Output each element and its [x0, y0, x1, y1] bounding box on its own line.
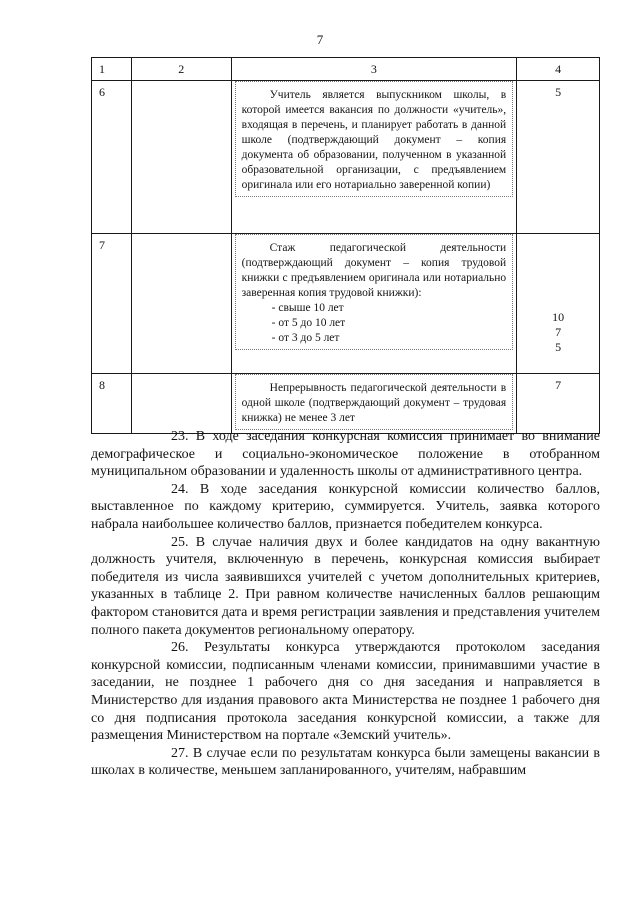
table-row — [92, 234, 600, 374]
paragraph — [91, 745, 600, 780]
paragraph — [91, 428, 600, 481]
table-row — [92, 374, 600, 434]
paragraph-text: В случае наличия двух и более кандидатов на одну вакантную должность учителя, включенную в перечень, конкурсная комиссия выбирает победителя из числа заявившихся учителей с учетом дополнительных критериев, указанных в таблице 2. При равном количестве начисленных баллов решающим фактором становится дата и время регистрации заявления и представления учителем полного пакета документов региональному оператору. — [91, 534, 601, 638]
row-category-cell — [131, 374, 231, 434]
paragraph — [91, 481, 600, 534]
row-score: 7 — [517, 374, 600, 434]
criteria-table — [91, 57, 600, 434]
row-category-cell — [131, 234, 231, 374]
row-description-cell — [231, 81, 517, 234]
paragraph-number: 24. — [171, 481, 189, 497]
paragraph-text: Результаты конкурса утверждаются протоколом заседания конкурсной комиссии, подписанным членами комиссии, принимавшими участие в заседании, не позднее 1 рабочего дня со дня заседания и направляется в Министерство для издания правового акта Министерства не позднее 1 рабочего дня со дня подписания протокола заседания конкурсной комиссии, а также для размещения Министерством на портале «Земский учитель». — [91, 640, 600, 744]
row-number: 8 — [92, 374, 132, 434]
paragraph — [91, 534, 600, 640]
subitem-score: 5 — [555, 340, 562, 354]
row-description-cell — [231, 374, 517, 434]
paragraph-text: В ходе заседания конкурсная комиссия принимает во внимание демографическое и социально-экономическое положение в отобранном муниципальном образовании и удаленность школы от административного центра. — [91, 429, 600, 480]
row-score: 5 — [517, 81, 600, 234]
row-description-box — [235, 234, 514, 350]
header-cell-3: 3 — [231, 58, 517, 81]
row-number: 7 — [92, 234, 132, 374]
main-text — [91, 428, 600, 780]
paragraph-text: В случае если по результатам конкурса были замещены вакансии в школах в количестве, меньшем запланированного, учителям, набравшим — [91, 745, 601, 779]
header-cell-1: 1 — [92, 58, 132, 81]
paragraph-number: 25. — [171, 534, 189, 550]
row-description-box — [235, 374, 514, 430]
row-description: Учитель является выпускником школы, в которой имеется вакансия по должности «учитель», входящая в перечень, и планирует работать в данной школе (подтверждающий документ – копия документа об образовании, полученном в указанной образовательной организации, с предъявлением оригинала или его нотариально заверенной копии) — [241, 89, 507, 191]
row-description-cell — [231, 234, 517, 374]
row-description: Непрерывность педагогической деятельности в одной школе (подтверждающий документ – трудовая книжка) не менее 3 лет — [241, 382, 507, 424]
subitem-label: - от 3 до 5 лет — [271, 332, 340, 344]
paragraph-text: В ходе заседания конкурсной комиссии количество баллов, выставленное по каждому критерию, суммируется. Учитель, заявка которого набрала наибольшее количество баллов, признается победителем конкурса. — [91, 481, 600, 532]
subitem-label: - от 5 до 10 лет — [271, 317, 346, 329]
subitem-score: 10 — [552, 310, 565, 324]
page-number: 7 — [316, 32, 324, 47]
table-header-row — [92, 58, 600, 81]
row-description-box — [235, 81, 514, 197]
subitem-label: - свыше 10 лет — [271, 302, 344, 314]
table-row — [92, 81, 600, 234]
header-cell-2: 2 — [131, 58, 231, 81]
row-score-cell — [517, 234, 600, 374]
paragraph-number: 23. — [171, 429, 189, 444]
row-description: Стаж педагогической деятельности (подтверждающий документ – копия трудовой книжки с предъявлением оригинала или нотариально заверенная копия трудовой книжки): — [241, 242, 507, 299]
subitem-scores — [517, 310, 599, 355]
paragraph — [91, 639, 600, 745]
row-number: 6 — [92, 81, 132, 234]
row-category-cell — [131, 81, 231, 234]
header-cell-4: 4 — [517, 58, 600, 81]
paragraph-number: 26. — [171, 640, 189, 656]
experience-subitems — [242, 301, 507, 346]
paragraph-number: 27. — [171, 745, 189, 761]
subitem-score: 7 — [555, 325, 562, 339]
